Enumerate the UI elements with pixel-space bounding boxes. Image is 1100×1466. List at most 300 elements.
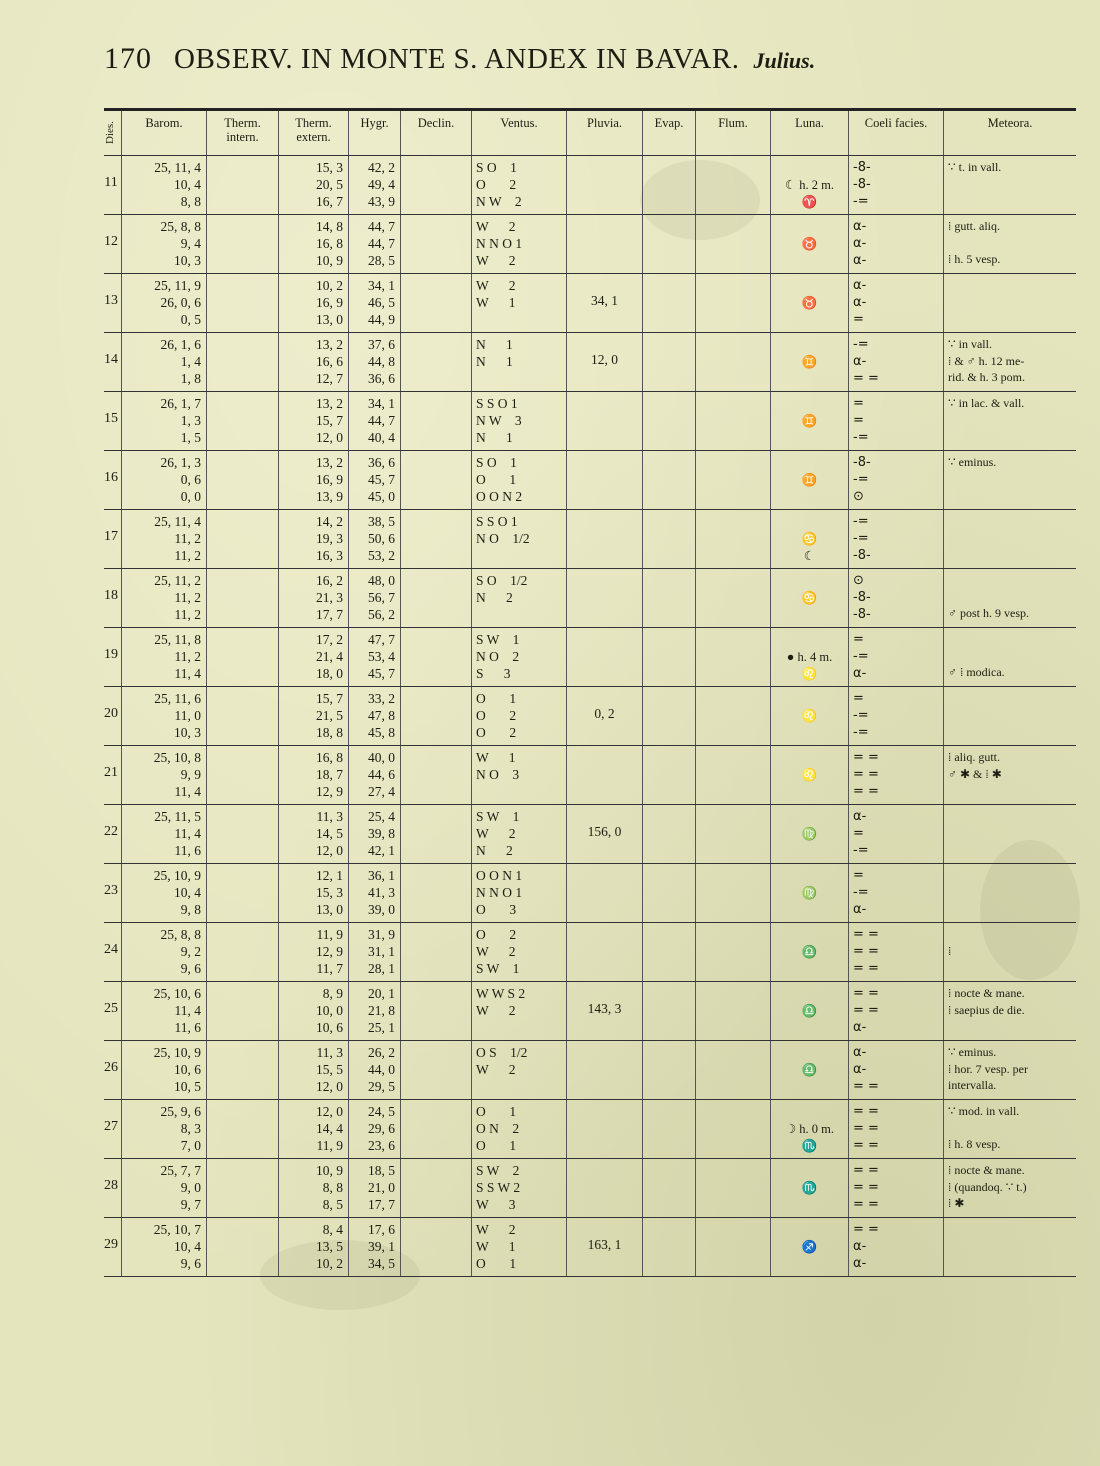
therm-extern-values <box>283 808 343 859</box>
day-number: 28 <box>104 1178 118 1193</box>
therm-extern-values <box>283 159 343 210</box>
barom-line: 26, 0, 6 <box>160 295 201 310</box>
hygr-values <box>353 159 395 210</box>
barom-line: 9, 2 <box>180 944 201 959</box>
ventus-values <box>476 572 561 623</box>
table-row <box>104 451 1076 510</box>
coeli-line: α- <box>853 1239 867 1254</box>
cell-meteora <box>944 333 1076 391</box>
therm-extern-line: 12, 0 <box>316 1079 343 1094</box>
hygr-line: 49, 4 <box>368 177 395 192</box>
cell-evap <box>643 1218 696 1276</box>
ventus-line: O 1 <box>476 1138 517 1153</box>
cell-barom <box>122 687 207 745</box>
barom-values <box>126 749 201 800</box>
barom-line: 10, 3 <box>174 725 201 740</box>
cell-therm-intern <box>207 1218 279 1276</box>
cell-dies <box>104 1218 122 1276</box>
luna-line <box>773 784 846 801</box>
coeli-line: α- <box>853 1020 867 1035</box>
luna-line <box>773 632 846 649</box>
luna-line: ♌ <box>801 667 818 681</box>
cell-therm-extern <box>279 333 349 391</box>
cell-flum <box>696 1041 771 1099</box>
luna-line: ♐ <box>801 1240 818 1254</box>
ventus-values <box>476 1162 561 1213</box>
luna-values <box>773 160 846 211</box>
column-header-label: Hygr. <box>360 116 389 130</box>
therm-extern-values <box>283 336 343 387</box>
cell-therm-extern <box>279 864 349 922</box>
cell-barom <box>122 923 207 981</box>
cell-evap <box>643 392 696 450</box>
barom-values <box>126 1103 201 1154</box>
cell-therm-intern <box>207 687 279 745</box>
cell-therm-extern <box>279 982 349 1040</box>
cell-pluvia <box>567 215 643 273</box>
cell-pluvia <box>567 1159 643 1217</box>
barom-line: 9, 7 <box>180 1197 201 1212</box>
hygr-values <box>353 631 395 682</box>
cell-flum <box>696 923 771 981</box>
cell-declin <box>401 215 472 273</box>
therm-extern-values <box>283 1044 343 1095</box>
hygr-values <box>353 454 395 505</box>
cell-hygr <box>349 333 401 391</box>
barom-line: 10, 4 <box>174 1239 201 1254</box>
cell-flum <box>696 215 771 273</box>
coeli-line: = = <box>853 986 879 1001</box>
column-header-label: Therm. extern. <box>295 116 332 144</box>
ventus-line: S O 1/2 <box>476 573 528 588</box>
luna-values <box>773 691 846 742</box>
hygr-line: 45, 7 <box>368 666 395 681</box>
therm-extern-line: 11, 9 <box>316 1138 343 1153</box>
barom-line: 25, 11, 6 <box>154 691 201 706</box>
luna-line: ♎ <box>801 945 818 959</box>
cell-evap <box>643 628 696 686</box>
cell-therm-intern <box>207 864 279 922</box>
cell-evap <box>643 1159 696 1217</box>
cell-barom <box>122 746 207 804</box>
ventus-line: W W S 2 <box>476 986 526 1001</box>
barom-line: 0, 6 <box>180 472 201 487</box>
cell-flum <box>696 1100 771 1158</box>
meteora-values <box>948 572 1074 622</box>
day-number: 21 <box>104 765 118 780</box>
cell-meteora <box>944 1159 1076 1217</box>
cell-declin <box>401 1041 472 1099</box>
therm-extern-line: 8, 8 <box>322 1180 343 1195</box>
hygr-line: 53, 2 <box>368 548 395 563</box>
cell-luna <box>771 510 849 568</box>
ventus-line: O 2 <box>476 708 517 723</box>
meteora-line <box>948 572 1074 589</box>
cell-ventus <box>472 156 567 214</box>
column-header-label: Evap. <box>654 116 684 130</box>
column-header-label: Flum. <box>718 116 748 130</box>
cell-pluvia <box>567 510 643 568</box>
therm-extern-line: 8, 5 <box>322 1197 343 1212</box>
cell-barom <box>122 274 207 332</box>
therm-extern-line: 12, 1 <box>316 868 343 883</box>
barom-line: 11, 2 <box>174 548 201 563</box>
cell-evap <box>643 1041 696 1099</box>
cell-barom <box>122 451 207 509</box>
cell-hygr <box>349 746 401 804</box>
therm-extern-line: 13, 2 <box>316 396 343 411</box>
meteora-line: rid. & h. 3 pom. <box>948 370 1025 384</box>
cell-flum <box>696 746 771 804</box>
coeli-values <box>853 985 939 1036</box>
luna-line <box>773 312 846 329</box>
meteora-values <box>948 454 1074 471</box>
cell-evap <box>643 746 696 804</box>
cell-evap <box>643 569 696 627</box>
therm-extern-line: 16, 2 <box>316 573 343 588</box>
barom-line: 8, 3 <box>180 1121 201 1136</box>
coeli-line: = <box>853 312 864 327</box>
cell-ventus <box>472 746 567 804</box>
ventus-line: O N 2 <box>476 1121 520 1136</box>
table-row <box>104 156 1076 215</box>
coeli-line: ⊙ <box>853 489 864 504</box>
hygr-line: 38, 5 <box>368 514 395 529</box>
hygr-line: 20, 1 <box>368 986 395 1001</box>
cell-meteora <box>944 687 1076 745</box>
day-number: 23 <box>104 883 118 898</box>
luna-line <box>773 986 846 1003</box>
luna-values <box>773 927 846 978</box>
ventus-line: O 1 <box>476 1104 517 1119</box>
hygr-line: 46, 5 <box>368 295 395 310</box>
luna-line <box>773 489 846 506</box>
cell-flum <box>696 628 771 686</box>
cell-evap <box>643 451 696 509</box>
barom-line: 9, 4 <box>180 236 201 251</box>
ventus-values <box>476 985 561 1036</box>
luna-line <box>773 1197 846 1214</box>
luna-line: ♋ <box>801 591 818 605</box>
cell-declin <box>401 805 472 863</box>
barom-values <box>126 395 201 446</box>
luna-values <box>773 278 846 329</box>
cell-dies <box>104 215 122 273</box>
barom-line: 25, 11, 5 <box>154 809 201 824</box>
cell-luna <box>771 746 849 804</box>
cell-luna <box>771 1100 849 1158</box>
meteora-line: ⁞ nocte & mane. <box>948 986 1025 1000</box>
coeli-line: = <box>853 396 864 411</box>
meteora-line: ⁞ hor. 7 vesp. per <box>948 1061 1028 1076</box>
cell-coeli <box>849 1100 944 1158</box>
column-header-label: Coeli facies. <box>864 116 928 130</box>
luna-line: ☾ <box>803 549 816 563</box>
hygr-line: 56, 7 <box>368 590 395 605</box>
coeli-line: = = <box>853 1003 879 1018</box>
hygr-line: 37, 6 <box>368 337 395 352</box>
ventus-line: W 2 <box>476 1222 516 1237</box>
meteora-line: ♂ ✱ & ⁞ ✱ <box>948 766 1002 781</box>
hygr-line: 34, 1 <box>368 396 395 411</box>
barom-line: 25, 8, 8 <box>160 219 201 234</box>
ventus-line: N W 3 <box>476 413 522 428</box>
barom-line: 25, 7, 7 <box>160 1163 201 1178</box>
therm-extern-line: 18, 7 <box>316 767 343 782</box>
cell-pluvia <box>567 1100 643 1158</box>
coeli-line: -8- <box>853 607 871 622</box>
table-row <box>104 982 1076 1041</box>
ventus-values <box>476 277 561 328</box>
cell-coeli <box>849 982 944 1040</box>
coeli-line: = = <box>853 1180 879 1195</box>
coeli-line: -= <box>853 194 869 209</box>
ventus-line: W 2 <box>476 826 516 841</box>
therm-extern-line: 21, 3 <box>316 590 343 605</box>
cell-ventus <box>472 274 567 332</box>
coeli-line: α- <box>853 666 867 681</box>
table-row <box>104 392 1076 451</box>
cell-coeli <box>849 392 944 450</box>
cell-luna <box>771 274 849 332</box>
cell-therm-extern <box>279 1159 349 1217</box>
ventus-values <box>476 336 561 387</box>
day-number: 29 <box>104 1237 118 1252</box>
cell-coeli <box>849 923 944 981</box>
coeli-line: = = <box>853 371 879 386</box>
cell-pluvia <box>567 923 643 981</box>
cell-pluvia <box>567 156 643 214</box>
table-row <box>104 274 1076 333</box>
therm-extern-line: 21, 4 <box>316 649 343 664</box>
therm-extern-line: 8, 9 <box>322 986 343 1001</box>
therm-extern-line: 14, 4 <box>316 1121 343 1136</box>
ventus-line: N O 3 <box>476 767 520 782</box>
luna-line <box>773 514 846 531</box>
hygr-line: 28, 5 <box>368 253 395 268</box>
cell-evap <box>643 687 696 745</box>
hygr-line: 39, 8 <box>368 826 395 841</box>
cell-pluvia <box>567 746 643 804</box>
cell-declin <box>401 510 472 568</box>
cell-dies <box>104 274 122 332</box>
cell-meteora <box>944 215 1076 273</box>
cell-dies <box>104 156 122 214</box>
coeli-line: = = <box>853 944 879 959</box>
therm-extern-line: 18, 8 <box>316 725 343 740</box>
hygr-line: 50, 6 <box>368 531 395 546</box>
luna-values <box>773 1104 846 1155</box>
barom-line: 1, 5 <box>180 430 201 445</box>
day-number: 18 <box>104 588 118 603</box>
therm-extern-line: 11, 7 <box>316 961 343 976</box>
therm-extern-values <box>283 1221 343 1272</box>
barom-line: 25, 10, 6 <box>153 986 201 1001</box>
luna-line <box>773 430 846 447</box>
cell-coeli <box>849 333 944 391</box>
therm-extern-line: 12, 0 <box>316 1104 343 1119</box>
coeli-line: -= <box>853 430 869 445</box>
cell-declin <box>401 274 472 332</box>
therm-extern-line: 13, 9 <box>316 489 343 504</box>
hygr-line: 40, 0 <box>368 750 395 765</box>
hygr-line: 53, 4 <box>368 649 395 664</box>
barom-values <box>126 277 201 328</box>
cell-luna <box>771 923 849 981</box>
ventus-values <box>476 749 561 800</box>
barom-line: 25, 10, 9 <box>153 868 201 883</box>
coeli-line: α- <box>853 809 867 824</box>
hygr-line: 36, 1 <box>368 868 395 883</box>
hygr-line: 45, 7 <box>368 472 395 487</box>
coeli-line: -= <box>853 885 869 900</box>
cell-pluvia <box>567 569 643 627</box>
barom-line: 26, 1, 6 <box>160 337 201 352</box>
column-header-label: Declin. <box>417 116 455 130</box>
table-body <box>104 156 1076 1277</box>
barom-line: 25, 9, 6 <box>160 1104 201 1119</box>
ventus-line: S 3 <box>476 666 511 681</box>
day-number: 24 <box>104 942 118 957</box>
cell-flum <box>696 451 771 509</box>
ventus-line: S W 1 <box>476 961 520 976</box>
running-head <box>104 42 984 86</box>
ventus-line: S S W 2 <box>476 1180 521 1195</box>
column-header-ventus <box>472 111 567 155</box>
barom-line: 1, 4 <box>180 354 201 369</box>
hygr-line: 34, 5 <box>368 1256 395 1271</box>
cell-barom <box>122 569 207 627</box>
therm-extern-line: 14, 8 <box>316 219 343 234</box>
cell-luna <box>771 156 849 214</box>
hygr-line: 45, 8 <box>368 725 395 740</box>
coeli-values <box>853 1162 939 1213</box>
cell-hygr <box>349 864 401 922</box>
cell-therm-extern <box>279 923 349 981</box>
luna-line <box>773 1079 846 1096</box>
cell-hygr <box>349 1100 401 1158</box>
luna-line <box>773 1020 846 1037</box>
cell-luna <box>771 333 849 391</box>
cell-therm-extern <box>279 569 349 627</box>
ventus-line: N 1 <box>476 337 513 352</box>
cell-barom <box>122 1159 207 1217</box>
table-row <box>104 569 1076 628</box>
meteora-values <box>948 1103 1074 1153</box>
barom-values <box>126 1044 201 1095</box>
pluvia-value: 143, 3 <box>587 1001 622 1016</box>
barom-line: 10, 4 <box>174 885 201 900</box>
ventus-line: N O 1/2 <box>476 531 530 546</box>
month-label: Julius. <box>753 48 816 73</box>
meteora-line: ⁞ & ♂ h. 12 me- <box>948 353 1025 368</box>
cell-dies <box>104 805 122 863</box>
luna-line <box>773 750 846 767</box>
cell-therm-intern <box>207 923 279 981</box>
luna-values <box>773 809 846 860</box>
meteora-values <box>948 631 1074 681</box>
hygr-line: 41, 3 <box>368 885 395 900</box>
meteora-line: ⁞ aliq. gutt. <box>948 750 1000 764</box>
meteora-values <box>948 749 1074 782</box>
luna-line: ♍ <box>801 827 818 841</box>
cell-therm-extern <box>279 1041 349 1099</box>
therm-extern-values <box>283 218 343 269</box>
cell-therm-intern <box>207 1100 279 1158</box>
cell-coeli <box>849 156 944 214</box>
hygr-line: 27, 4 <box>368 784 395 799</box>
hygr-line: 44, 9 <box>368 312 395 327</box>
column-header-hygr <box>349 111 401 155</box>
cell-meteora <box>944 864 1076 922</box>
cell-hygr <box>349 982 401 1040</box>
cell-ventus <box>472 982 567 1040</box>
barom-line: 11, 4 <box>174 666 201 681</box>
cell-barom <box>122 156 207 214</box>
cell-pluvia <box>567 805 643 863</box>
meteora-values <box>948 336 1074 386</box>
ventus-values <box>476 1044 561 1095</box>
hygr-line: 29, 6 <box>368 1121 395 1136</box>
therm-extern-values <box>283 1103 343 1154</box>
column-header-pluvia <box>567 111 643 155</box>
day-number: 12 <box>104 234 118 249</box>
coeli-line: α- <box>853 253 867 268</box>
table-row <box>104 1218 1076 1277</box>
cell-flum <box>696 1218 771 1276</box>
therm-extern-line: 12, 7 <box>316 371 343 386</box>
coeli-line: α- <box>853 236 867 251</box>
cell-ventus <box>472 923 567 981</box>
cell-ventus <box>472 1041 567 1099</box>
barom-line: 11, 2 <box>174 531 201 546</box>
ventus-values <box>476 159 561 210</box>
barom-values <box>126 808 201 859</box>
cell-meteora <box>944 1100 1076 1158</box>
coeli-values <box>853 808 939 859</box>
hygr-values <box>353 867 395 918</box>
cell-hygr <box>349 805 401 863</box>
barom-line: 1, 8 <box>180 371 201 386</box>
barom-line: 9, 6 <box>180 1256 201 1271</box>
luna-values <box>773 396 846 447</box>
table-row <box>104 333 1076 392</box>
cell-meteora <box>944 746 1076 804</box>
barom-line: 9, 0 <box>180 1180 201 1195</box>
therm-extern-values <box>283 395 343 446</box>
luna-line <box>773 253 846 270</box>
pluvia-value: 156, 0 <box>587 824 622 839</box>
barom-line: 11, 4 <box>174 784 201 799</box>
column-header-evap <box>643 111 696 155</box>
hygr-line: 28, 1 <box>368 961 395 976</box>
hygr-line: 39, 1 <box>368 1239 395 1254</box>
therm-extern-line: 20, 5 <box>316 177 343 192</box>
barom-values <box>126 513 201 564</box>
column-header-label: Pluvia. <box>586 116 623 130</box>
cell-therm-extern <box>279 1100 349 1158</box>
coeli-values <box>853 454 939 505</box>
luna-line <box>773 927 846 944</box>
page-title: OBSERV. IN MONTE S. ANDEX IN BAVAR. <box>174 43 740 75</box>
barom-line: 11, 6 <box>174 1020 201 1035</box>
hygr-line: 44, 6 <box>368 767 395 782</box>
ventus-values <box>476 454 561 505</box>
meteora-line: ⁞ gutt. aliq. <box>948 219 1000 233</box>
barom-line: 9, 6 <box>180 961 201 976</box>
therm-extern-line: 13, 0 <box>316 312 343 327</box>
ventus-line: W 3 <box>476 1197 516 1212</box>
